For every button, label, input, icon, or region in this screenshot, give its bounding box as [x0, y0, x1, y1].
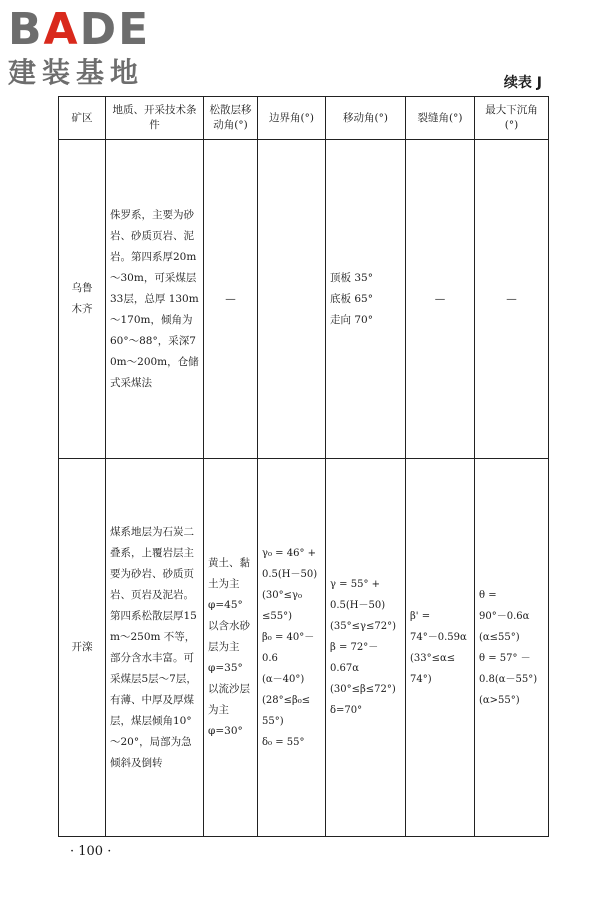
table-row [59, 459, 549, 837]
continued-label: 续表 J [503, 75, 542, 91]
logo [8, 6, 178, 90]
page-number: · 100 · [70, 844, 112, 859]
cell-region: 乌鲁木齐 [59, 140, 106, 459]
cell-crack-angle: β' = 74°－0.59α (33°≤α≤ 74°) [406, 459, 475, 837]
table-row [59, 140, 549, 459]
header-region: 矿区 [59, 97, 106, 140]
header-max-subsidence-angle: 最大下沉角(°) [475, 97, 549, 140]
cell-region: 开滦 [59, 459, 106, 837]
header-geology: 地质、开采技术条件 [106, 97, 204, 140]
cell-max-subsidence-angle: θ = 90°－0.6α (α≤55°) θ = 57° － 0.8(α－55°) (α>55°) [475, 459, 549, 837]
cell-max-subsidence-angle: — [475, 140, 549, 459]
data-table [58, 96, 549, 837]
cell-geology: 煤系地层为石炭二叠系，上覆岩层主要为砂岩、砂质页岩、页岩及泥岩。第四系松散层厚15m～250m 不等，部分含水丰富。可采煤层5层～7层，有薄、中厚及厚煤层，煤层倾角10°～20°，局部为急倾斜及倒转 [106, 459, 204, 837]
logo-subtitle: 建装基地 [8, 56, 145, 89]
table-header-row [59, 97, 549, 140]
cell-loose-layer-angle: — [204, 140, 258, 459]
cell-loose-layer-angle: 黄土、黏 土为主 φ=45° 以含水砂 层为主 φ=35° 以流沙层 为主 φ=30° [204, 459, 258, 837]
cell-boundary-angle [258, 140, 326, 459]
cell-boundary-angle: γ₀ = 46° + 0.5(H－50) (30°≤γ₀ ≤55°) β₀ = 40°－0.6 (α－40°) (28°≤β₀≤ 55°) δ₀ = 55° [258, 459, 326, 837]
cell-movement-angle: γ = 55° + 0.5(H－50) (35°≤γ≤72°) β = 72°－0.67α (30°≤β≤72°) δ=70° [326, 459, 406, 837]
cell-crack-angle: — [406, 140, 475, 459]
cell-geology: 侏罗系，主要为砂岩、砂质页岩、泥岩。第四系厚20m～30m，可采煤层 33层，总厚 130m～170m，倾角为60°～88°，采深70m～200m，仓储式采煤法 [106, 140, 204, 459]
header-movement-angle: 移动角(°) [326, 97, 406, 140]
header-loose-layer-angle: 松散层移动角(°) [204, 97, 258, 140]
header-crack-angle: 裂缝角(°) [406, 97, 475, 140]
logo-wordmark: BADE [8, 4, 151, 55]
header-boundary-angle: 边界角(°) [258, 97, 326, 140]
cell-movement-angle: 顶板 35° 底板 65° 走向 70° [326, 140, 406, 459]
